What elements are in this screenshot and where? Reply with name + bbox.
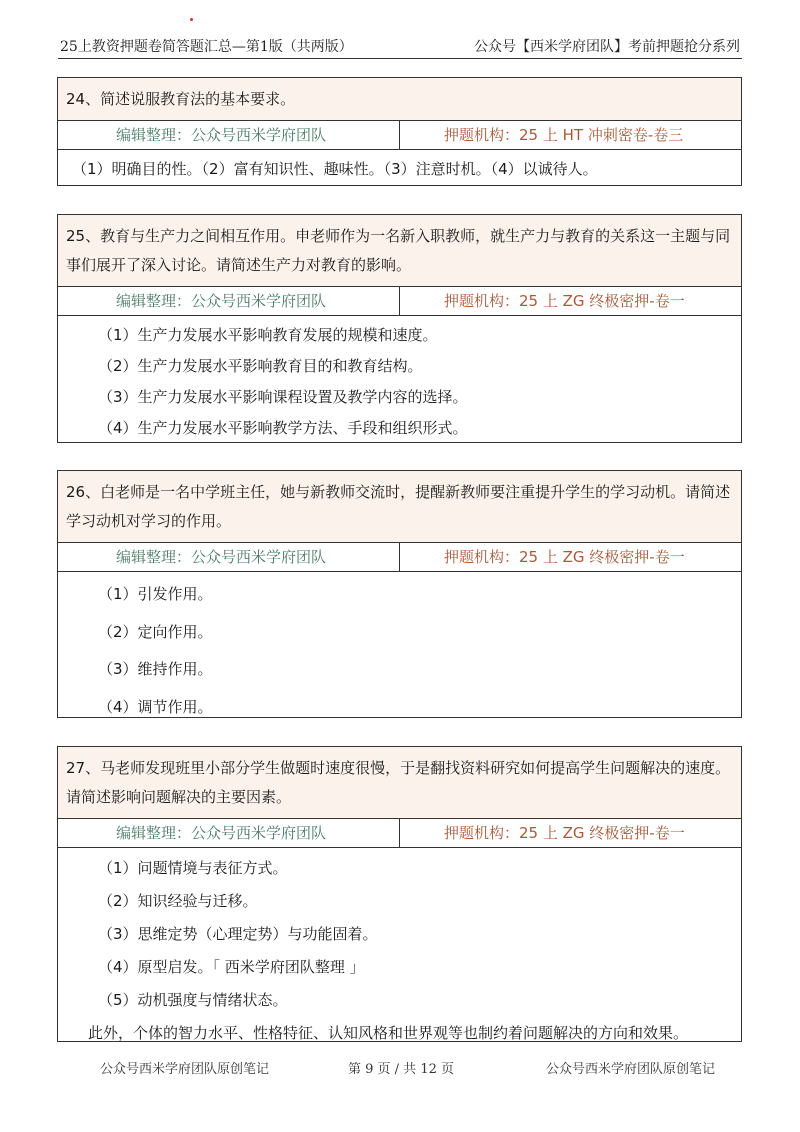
answer-list [58, 316, 741, 450]
question-box-25 [57, 214, 742, 443]
header-right-title: 公众号【西米学府团队】考前押题抢分系列 [474, 39, 740, 55]
answer-item: （2）生产力发展水平影响教育目的和教育结构。 [98, 357, 423, 375]
answer-item: （3）生产力发展水平影响课程设置及教学内容的选择。 [98, 388, 468, 406]
page-header [58, 36, 742, 59]
answer-item: （2）定向作用。 [98, 622, 213, 641]
page-number: 第 9 页 / 共 12 页 [348, 1062, 454, 1077]
question-text: 24、简述说服教育法的基本要求。 [58, 78, 741, 121]
question-meta-row [58, 287, 741, 316]
red-dot-mark [190, 18, 193, 21]
editor-credit: 编辑整理：公众号西米学府团队 [58, 543, 400, 571]
answer-item: （5）动机强度与情绪状态。 [98, 991, 288, 1009]
editor-credit: 编辑整理：公众号西米学府团队 [58, 287, 400, 315]
answer-list [58, 572, 741, 732]
question-box-24 [57, 77, 742, 186]
editor-credit: 编辑整理：公众号西米学府团队 [58, 121, 400, 149]
source-credit: 押题机构：25 上 HT 冲刺密卷-卷三 [444, 126, 684, 144]
answer-item: （1）生产力发展水平影响教育发展的规模和速度。 [98, 326, 438, 344]
answer-list [58, 150, 741, 190]
question-meta-row [58, 819, 741, 848]
question-text: 27、马老师发现班里小部分学生做题时速度很慢，于是翻找资料研究如何提高学生问题解决的速度。请简述影响问题解决的主要因素。 [58, 747, 741, 819]
footer-left: 公众号西米学府团队原创笔记 [100, 1062, 270, 1077]
answer-item: （1）明确目的性。（2）富有知识性、趣味性。（3）注意时机。（4）以诚待人。 [72, 160, 598, 178]
editor-credit: 编辑整理：公众号西米学府团队 [58, 819, 400, 847]
question-meta-row [58, 543, 741, 572]
answer-item: （4）原型启发。「 西米学府团队整理 」 [98, 958, 365, 976]
header-left-title: 25上教资押题卷简答题汇总—第1版（共两版） [60, 39, 353, 55]
answer-item: （1）问题情境与表征方式。 [98, 859, 288, 877]
answer-item: （2）知识经验与迁移。 [98, 892, 258, 910]
question-meta-row [58, 121, 741, 150]
answer-item: （4）调节作用。 [98, 697, 213, 716]
question-text: 26、白老师是一名中学班主任，她与新教师交流时，提醒新教师要注重提升学生的学习动机。请简述学习动机对学习的作用。 [58, 471, 741, 543]
question-box-27 [57, 746, 742, 1042]
answer-note: 此外，个体的智力水平、性格特征、认知风格和世界观等也制约着问题解决的方向和效果。 [88, 1024, 689, 1042]
question-text: 25、教育与生产力之间相互作用。申老师作为一名新入职教师，就生产力与教育的关系这一主题与同事们展开了深入讨论。请简述生产力对教育的影响。 [58, 215, 741, 287]
answer-list [58, 848, 741, 1056]
answer-item: （4）生产力发展水平影响教学方法、手段和组织形式。 [98, 419, 468, 437]
question-box-26 [57, 470, 742, 718]
source-credit: 押题机构：25 上 ZG 终极密押-卷一 [444, 548, 685, 566]
answer-item: （1）引发作用。 [98, 585, 213, 603]
footer-right: 公众号西米学府团队原创笔记 [546, 1062, 716, 1077]
source-credit: 押题机构：25 上 ZG 终极密押-卷一 [444, 824, 685, 842]
answer-item: （3）思维定势（心理定势）与功能固着。 [98, 925, 378, 943]
source-credit: 押题机构：25 上 ZG 终极密押-卷一 [444, 292, 685, 310]
answer-item: （3）维持作用。 [98, 660, 213, 678]
